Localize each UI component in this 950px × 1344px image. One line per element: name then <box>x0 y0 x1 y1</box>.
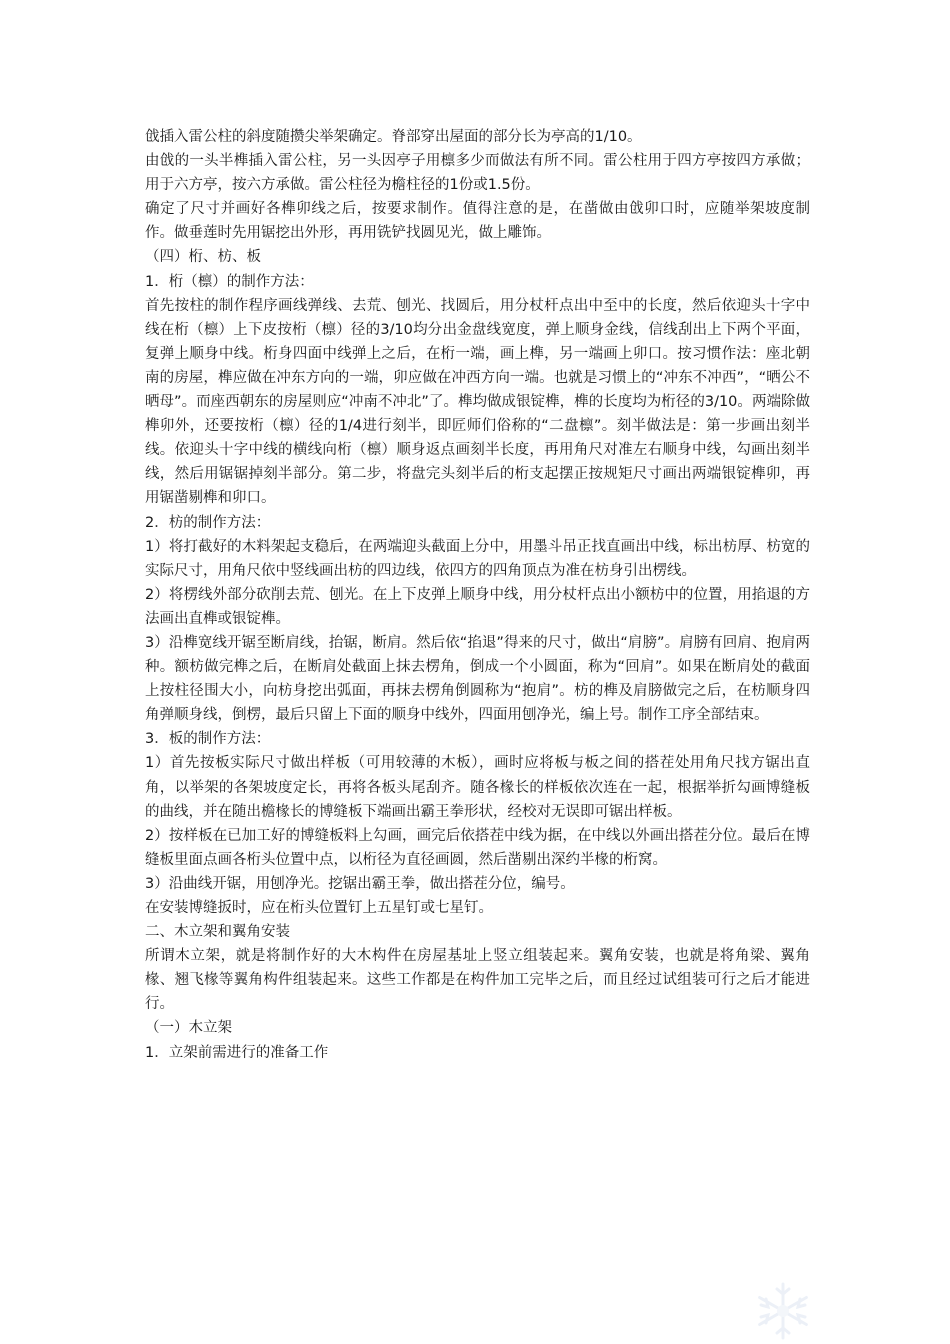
paragraph: 由戗的一头半榫插入雷公柱，另一头因亭子用檩多少而做法有所不同。雷公柱用于四方亭按四方承做；用于六方亭，按六方承做。雷公柱径为檐柱径的1份或1.5份。 <box>145 153 810 194</box>
paragraph: 2）按样板在已加工好的博缝板料上勾画，画完后依搭茬中线为据，在中线以外画出搭茬分位。最后在博缝板里面点画各桁头位置中点，以桁径为直径画圆，然后凿剔出深约半椽的桁窝。 <box>145 827 810 868</box>
paragraph: 2）将楞线外部分砍削去荒、刨光。在上下皮弹上顺身中线，用分杖杆点出小额枋中的位置，用掐退的方法画出直榫或银锭榫。 <box>145 586 810 627</box>
subsection-heading: 2．枋的制作方法： <box>145 514 271 531</box>
snowflake-watermark-icon <box>752 1280 814 1342</box>
subsection-heading: 1．立架前需进行的准备工作 <box>145 1044 329 1061</box>
paragraph: 首先按柱的制作程序画线弹线、去荒、刨光、找圆后，用分杖杆点出中至中的长度，然后依迎头十字中线在桁（檩）上下皮按桁（檩）径的3/10均分出金盘线宽度，弹上顺身金线，信线刮出上下两个平面，复弹上顺身中线。桁身四面中线弹上之后，在桁一端，画上榫，另一端画上卯口。按习惯作法：座北朝南的房屋，榫应做在冲东方向的一端，卯应做在冲西方向一端。也就是习惯上的“冲东不冲西”，“晒公不晒母”。而座西朝东的房屋则应“冲南不冲北”了。榫均做成银锭榫，榫的长度均为桁径的3/10。两端除做榫卯外，还要按桁（檩）径的1/4进行刻半，即匠师们俗称的“二盘檩”。刻半做法是：第一步画出刻半线。依迎头十字中线的横线向桁（檩）顺身返点画刻半长度，再用角尺对准左右顺身中线，勾画出刻半线，然后用锯锯掉刻半部分。第二步，将盘完头刻半后的桁支起摆正按规矩尺寸画出两端银锭榫卯，再用锯凿剔榫和卯口。 <box>145 297 810 507</box>
section-heading: （四）桁、枋、板 <box>145 249 261 266</box>
paragraph: 1）将打截好的木料架起支稳后，在两端迎头截面上分中，用墨斗吊正找直画出中线，标出枋厚、枋宽的实际尺寸，用角尺依中竖线画出枋的四边线，依四方的四角顶点为准在枋身引出楞线。 <box>145 538 810 579</box>
subsection-heading: 1．桁（檩）的制作方法： <box>145 273 314 290</box>
paragraph: 1）首先按板实际尺寸做出样板（可用较薄的木板），画时应将板与板之间的搭茬处用角尺找方锯出直角，以举架的各架坡度定长，再将各板头尾刮齐。随各椽长的样板依次连在一起，根据举折勾画博缝板的曲线，并在随出檐椽长的博缝板下端画出霸王拳形状，经校对无误即可锯出样板。 <box>145 755 810 820</box>
section-heading: （一）木立架 <box>145 1020 232 1037</box>
paragraph: 3）沿曲线开锯，用刨净光。挖锯出霸王拳，做出搭茬分位，编号。 <box>145 875 575 892</box>
document-body <box>145 125 810 1065</box>
paragraph: 在安装博缝扳时，应在桁头位置钉上五星钉或七星钉。 <box>145 900 493 916</box>
chapter-heading: 二、木立架和翼角安装 <box>145 924 290 941</box>
paragraph: 确定了尺寸并画好各榫卯线之后，按要求制作。值得注意的是，在凿做由戗卯口时，应随举架坡度制作。做垂莲时先用锯挖出外形，再用铣铲找圆见光，做上雕饰。 <box>145 201 810 242</box>
subsection-heading: 3．板的制作方法： <box>145 731 271 748</box>
paragraph: 所谓木立架，就是将制作好的大木构件在房屋基址上竖立组装起来。翼角安装，也就是将角梁、翼角椽、翘飞椽等翼角构件组装起来。这些工作都是在构件加工完毕之后，而且经过试组装可行之后才能进行。 <box>145 948 810 1013</box>
paragraph: 3）沿榫宽线开锯至断肩线，抬锯，断肩。然后依“掐退”得来的尺寸，做出“肩膀”。肩膀有回肩、抱肩两种。额枋做完榫之后，在断肩处截面上抹去楞角，倒成一个小圆面，称为“回肩”。如果在断肩处的截面上按柱径围大小，向枋身挖出弧面，再抹去楞角倒圆称为“抱肩”。枋的榫及肩膀做完之后，在枋顺身四角弹顺身线，倒楞，最后只留上下面的顺身中线外，四面用刨净光，编上号。制作工序全部结束。 <box>145 634 810 724</box>
paragraph: 戗插入雷公柱的斜度随攒尖举架确定。脊部穿出屋面的部分长为亭高的1/10。 <box>145 129 642 145</box>
